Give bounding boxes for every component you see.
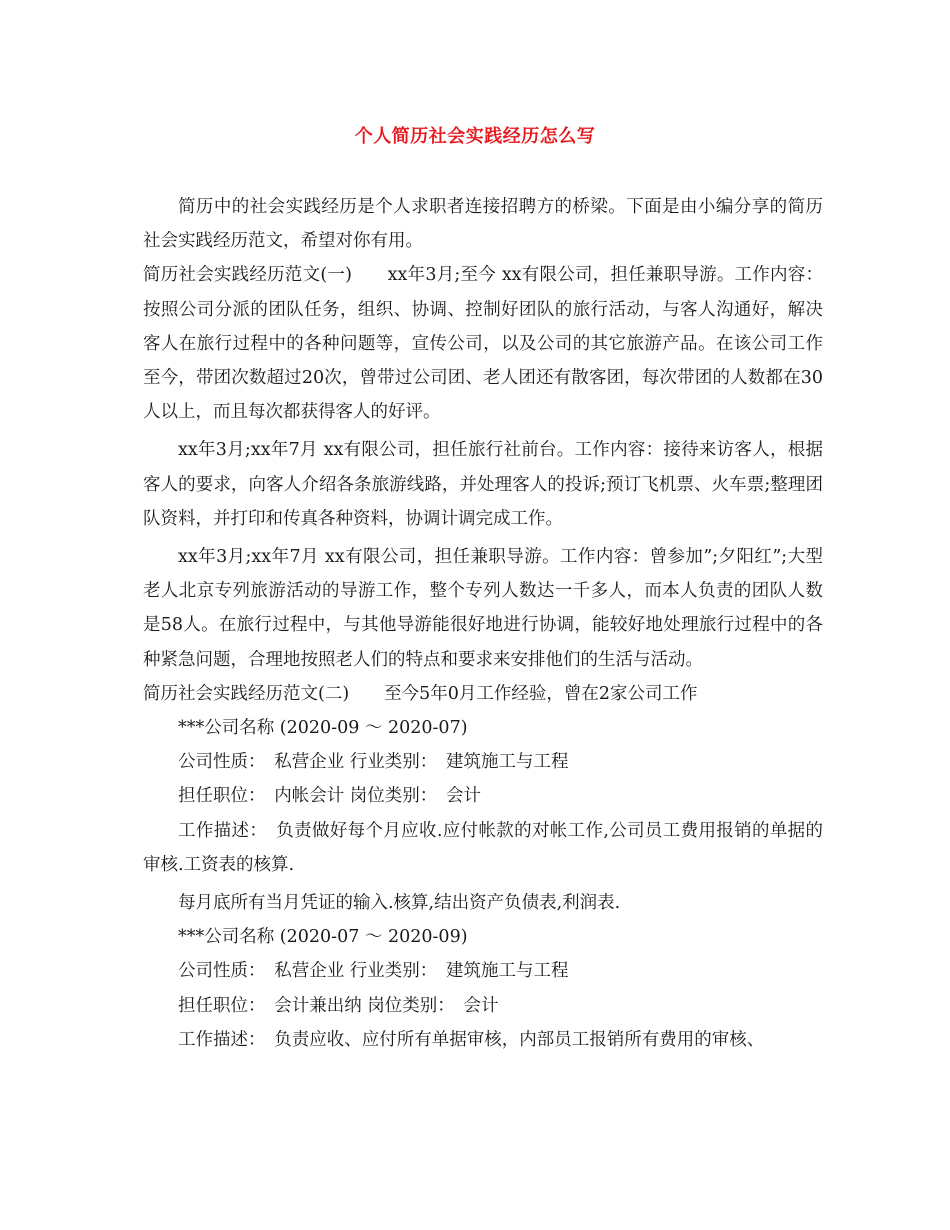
paragraph-example-1-job-2: xx年3月;xx年7月 xx有限公司，担任旅行社前台。工作内容：接待来访客人，根据客人的要求，向客人介绍各条旅游线路，并处理客人的投诉;预订飞机票、火车票;整理团队资料，并打印和传真各种资料，协调计调完成工作。 — [143, 440, 823, 529]
paragraph-example-2: 简历社会实践经历范文(二) 至今5年0月工作经验，曾在2家公司工作 — [143, 683, 698, 704]
company-2-name: ***公司名称 (2020-07 ～ 2020-09) — [178, 927, 468, 948]
paragraph-example-1: 简历社会实践经历范文(一) xx年3月;至今 xx有限公司，担任兼职导游。工作内容：按照公司分派的团队任务，组织、协调、控制好团队的旅行活动，与客人沟通好，解决客人在旅行过程中的各种问题等，宣传公司，以及公司的其它旅游产品。在该公司工作至今，带团次数超过20次，曾带过公司团、老人团还有散客团，每次带团的人数都在30人以上，而且每次都获得客人的好评。 — [143, 265, 823, 423]
company-2-description: 工作描述： 负责应收、应付所有单据审核，内部员工报销所有费用的审核、 — [178, 1029, 765, 1050]
company-1-nature: 公司性质： 私营企业 行业类别： 建筑施工与工程 — [178, 752, 569, 773]
document-title: 个人简历社会实践经历怎么写 — [354, 126, 596, 147]
document-body — [143, 190, 823, 1057]
company-2-nature: 公司性质： 私营企业 行业类别： 建筑施工与工程 — [178, 961, 569, 982]
company-1-description: 工作描述： 负责做好每个月应收.应付帐款的对帐工作,公司员工费用报销的单据的审核.工资表的核算. — [143, 820, 823, 875]
company-2-position: 担任职位： 会计兼出纳 岗位类别： 会计 — [178, 995, 499, 1016]
company-1-name: ***公司名称 (2020-09 ～ 2020-07) — [178, 718, 468, 739]
paragraph-example-1-job-3: xx年3月;xx年7月 xx有限公司，担任兼职导游。工作内容：曾参加”;夕阳红”;大型老人北京专列旅游活动的导游工作，整个专列人数达一千多人，而本人负责的团队人数是58人。在旅行过程中，与其他导游能很好地进行协调，能较好地处理旅行过程中的各种紧急问题，合理地按照老人们的特点和要求来安排他们的生活与活动。 — [143, 547, 823, 670]
company-1-position: 担任职位： 内帐会计 岗位类别： 会计 — [178, 786, 482, 807]
paragraph-intro: 简历中的社会实践经历是个人求职者连接招聘方的桥梁。下面是由小编分享的简历社会实践经历范文，希望对你有用。 — [143, 197, 823, 252]
company-1-description-2: 每月底所有当月凭证的输入.核算,结出资产负债表,利润表. — [178, 893, 621, 914]
